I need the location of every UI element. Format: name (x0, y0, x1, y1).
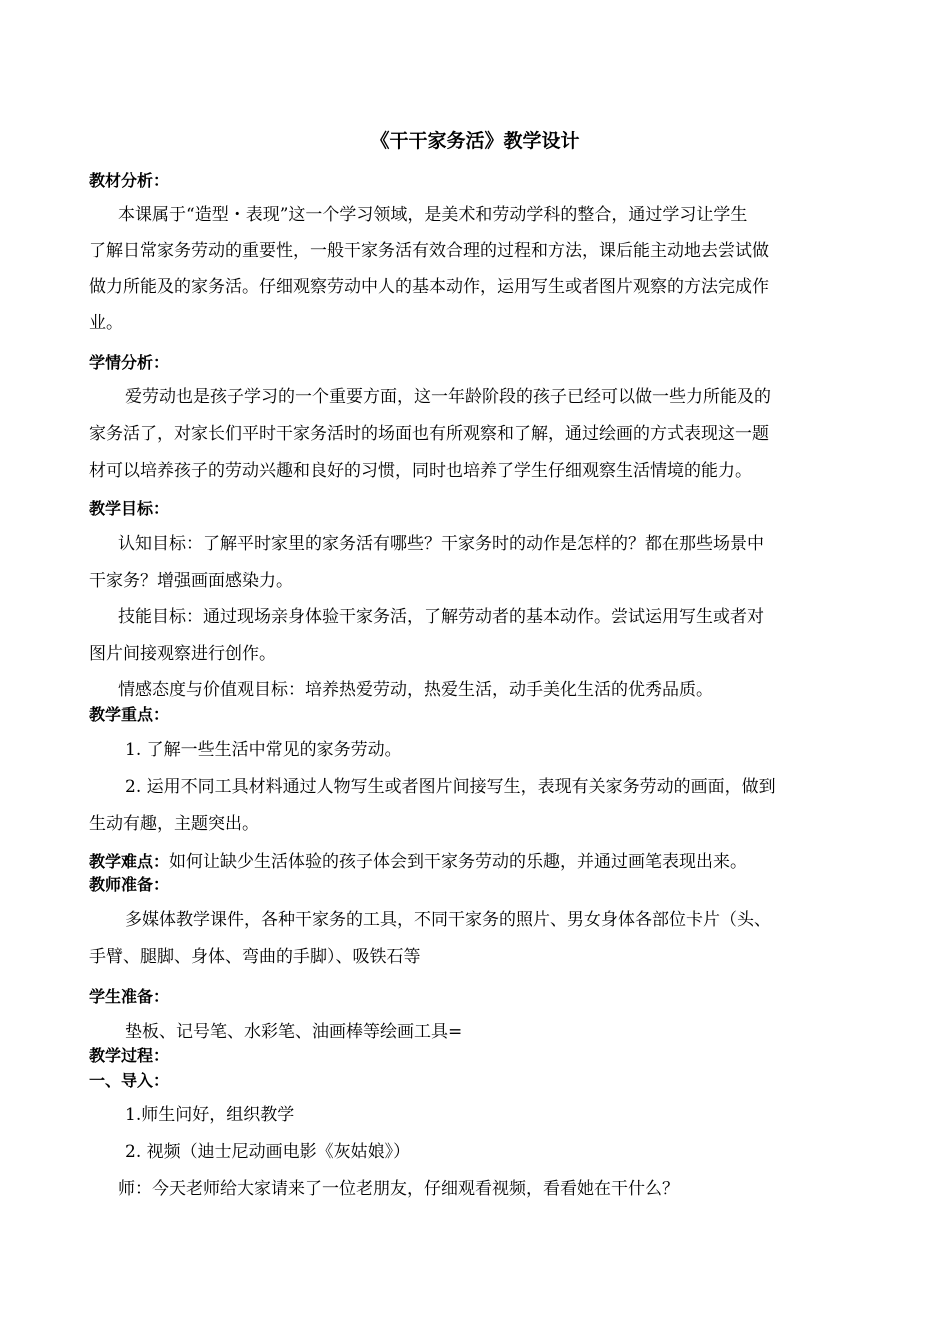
material-analysis-line: 了解日常家务劳动的重要性，一般干家务活有效合理的过程和方法，课后能主动地去尝试做 (89, 241, 769, 261)
heading-teacher-prep: 教师准备： (89, 875, 170, 894)
heading-key-points: 教学重点： (89, 705, 170, 724)
goals-line: 情感态度与价值观目标：培养热爱劳动，热爱生活，动手美化生活的优秀品质。 (118, 680, 713, 700)
goals-line: 干家务？增强画面感染力。 (89, 571, 293, 591)
heading-material-analysis: 教材分析： (89, 171, 170, 190)
goals-line: 认知目标：了解平时家里的家务活有哪些？干家务时的动作是怎样的？都在那些场景中 (118, 534, 764, 554)
key-points-line: 2. 运用不同工具材料通过人物写生或者图片间接写生，表现有关家务劳动的画面，做到 (125, 777, 776, 797)
teacher-prep-line: 手臂、腿脚、身体、弯曲的手脚）、吸铁石等 (89, 947, 421, 967)
difficulty-line (89, 850, 747, 874)
key-points-line: 生动有趣，主题突出。 (89, 814, 259, 834)
goals-line: 技能目标：通过现场亲身体验干家务活，了解劳动者的基本动作。尝试运用写生或者对 (118, 607, 764, 627)
goals-line: 图片间接观察进行创作。 (89, 644, 276, 664)
heading-student-analysis: 学情分析： (89, 353, 170, 372)
material-analysis-line: 业。 (89, 313, 123, 333)
teacher-prep-line: 多媒体教学课件，各种干家务的工具，不同干家务的照片、男女身体各部位卡片（头、 (125, 910, 771, 930)
student-analysis-line: 爱劳动也是孩子学习的一个重要方面，这一年龄阶段的孩子已经可以做一些力所能及的 (125, 387, 771, 407)
student-analysis-line: 材可以培养孩子的劳动兴趣和良好的习惯，同时也培养了学生仔细观察生活情境的能力。 (89, 461, 752, 481)
material-analysis-line: 做力所能及的家务活。仔细观察劳动中人的基本动作，运用写生或者图片观察的方法完成作 (89, 277, 769, 297)
difficulty-text: 如何让缺少生活体验的孩子体会到干家务劳动的乐趣，并通过画笔表现出来。 (169, 852, 748, 872)
heading-student-prep: 学生准备： (89, 987, 170, 1006)
process-line: 师：今天老师给大家请来了一位老朋友，仔细观看视频，看看她在干什么？ (118, 1179, 679, 1199)
student-prep-line: 垫板、记号笔、水彩笔、油画棒等绘画工具= (125, 1022, 463, 1042)
heading-goals: 教学目标： (89, 499, 170, 518)
key-points-line: 1. 了解一些生活中常见的家务劳动。 (125, 740, 402, 760)
process-line: 2. 视频（迪士尼动画电影《灰姑娘》） (125, 1142, 411, 1162)
heading-section-intro: 一、导入： (89, 1071, 170, 1090)
heading-process: 教学过程： (89, 1046, 170, 1065)
heading-difficulty: 教学难点： (89, 852, 170, 871)
material-analysis-line: 本课属于“造型・表现”这一个学习领域，是美术和劳动学科的整合，通过学习让学生 (118, 205, 748, 225)
document-title: 《干干家务活》教学设计 (370, 130, 580, 152)
process-line: 1.师生问好，组织教学 (125, 1105, 295, 1125)
student-analysis-line: 家务活了，对家长们平时干家务活时的场面也有所观察和了解，通过绘画的方式表现这一题 (89, 424, 769, 444)
